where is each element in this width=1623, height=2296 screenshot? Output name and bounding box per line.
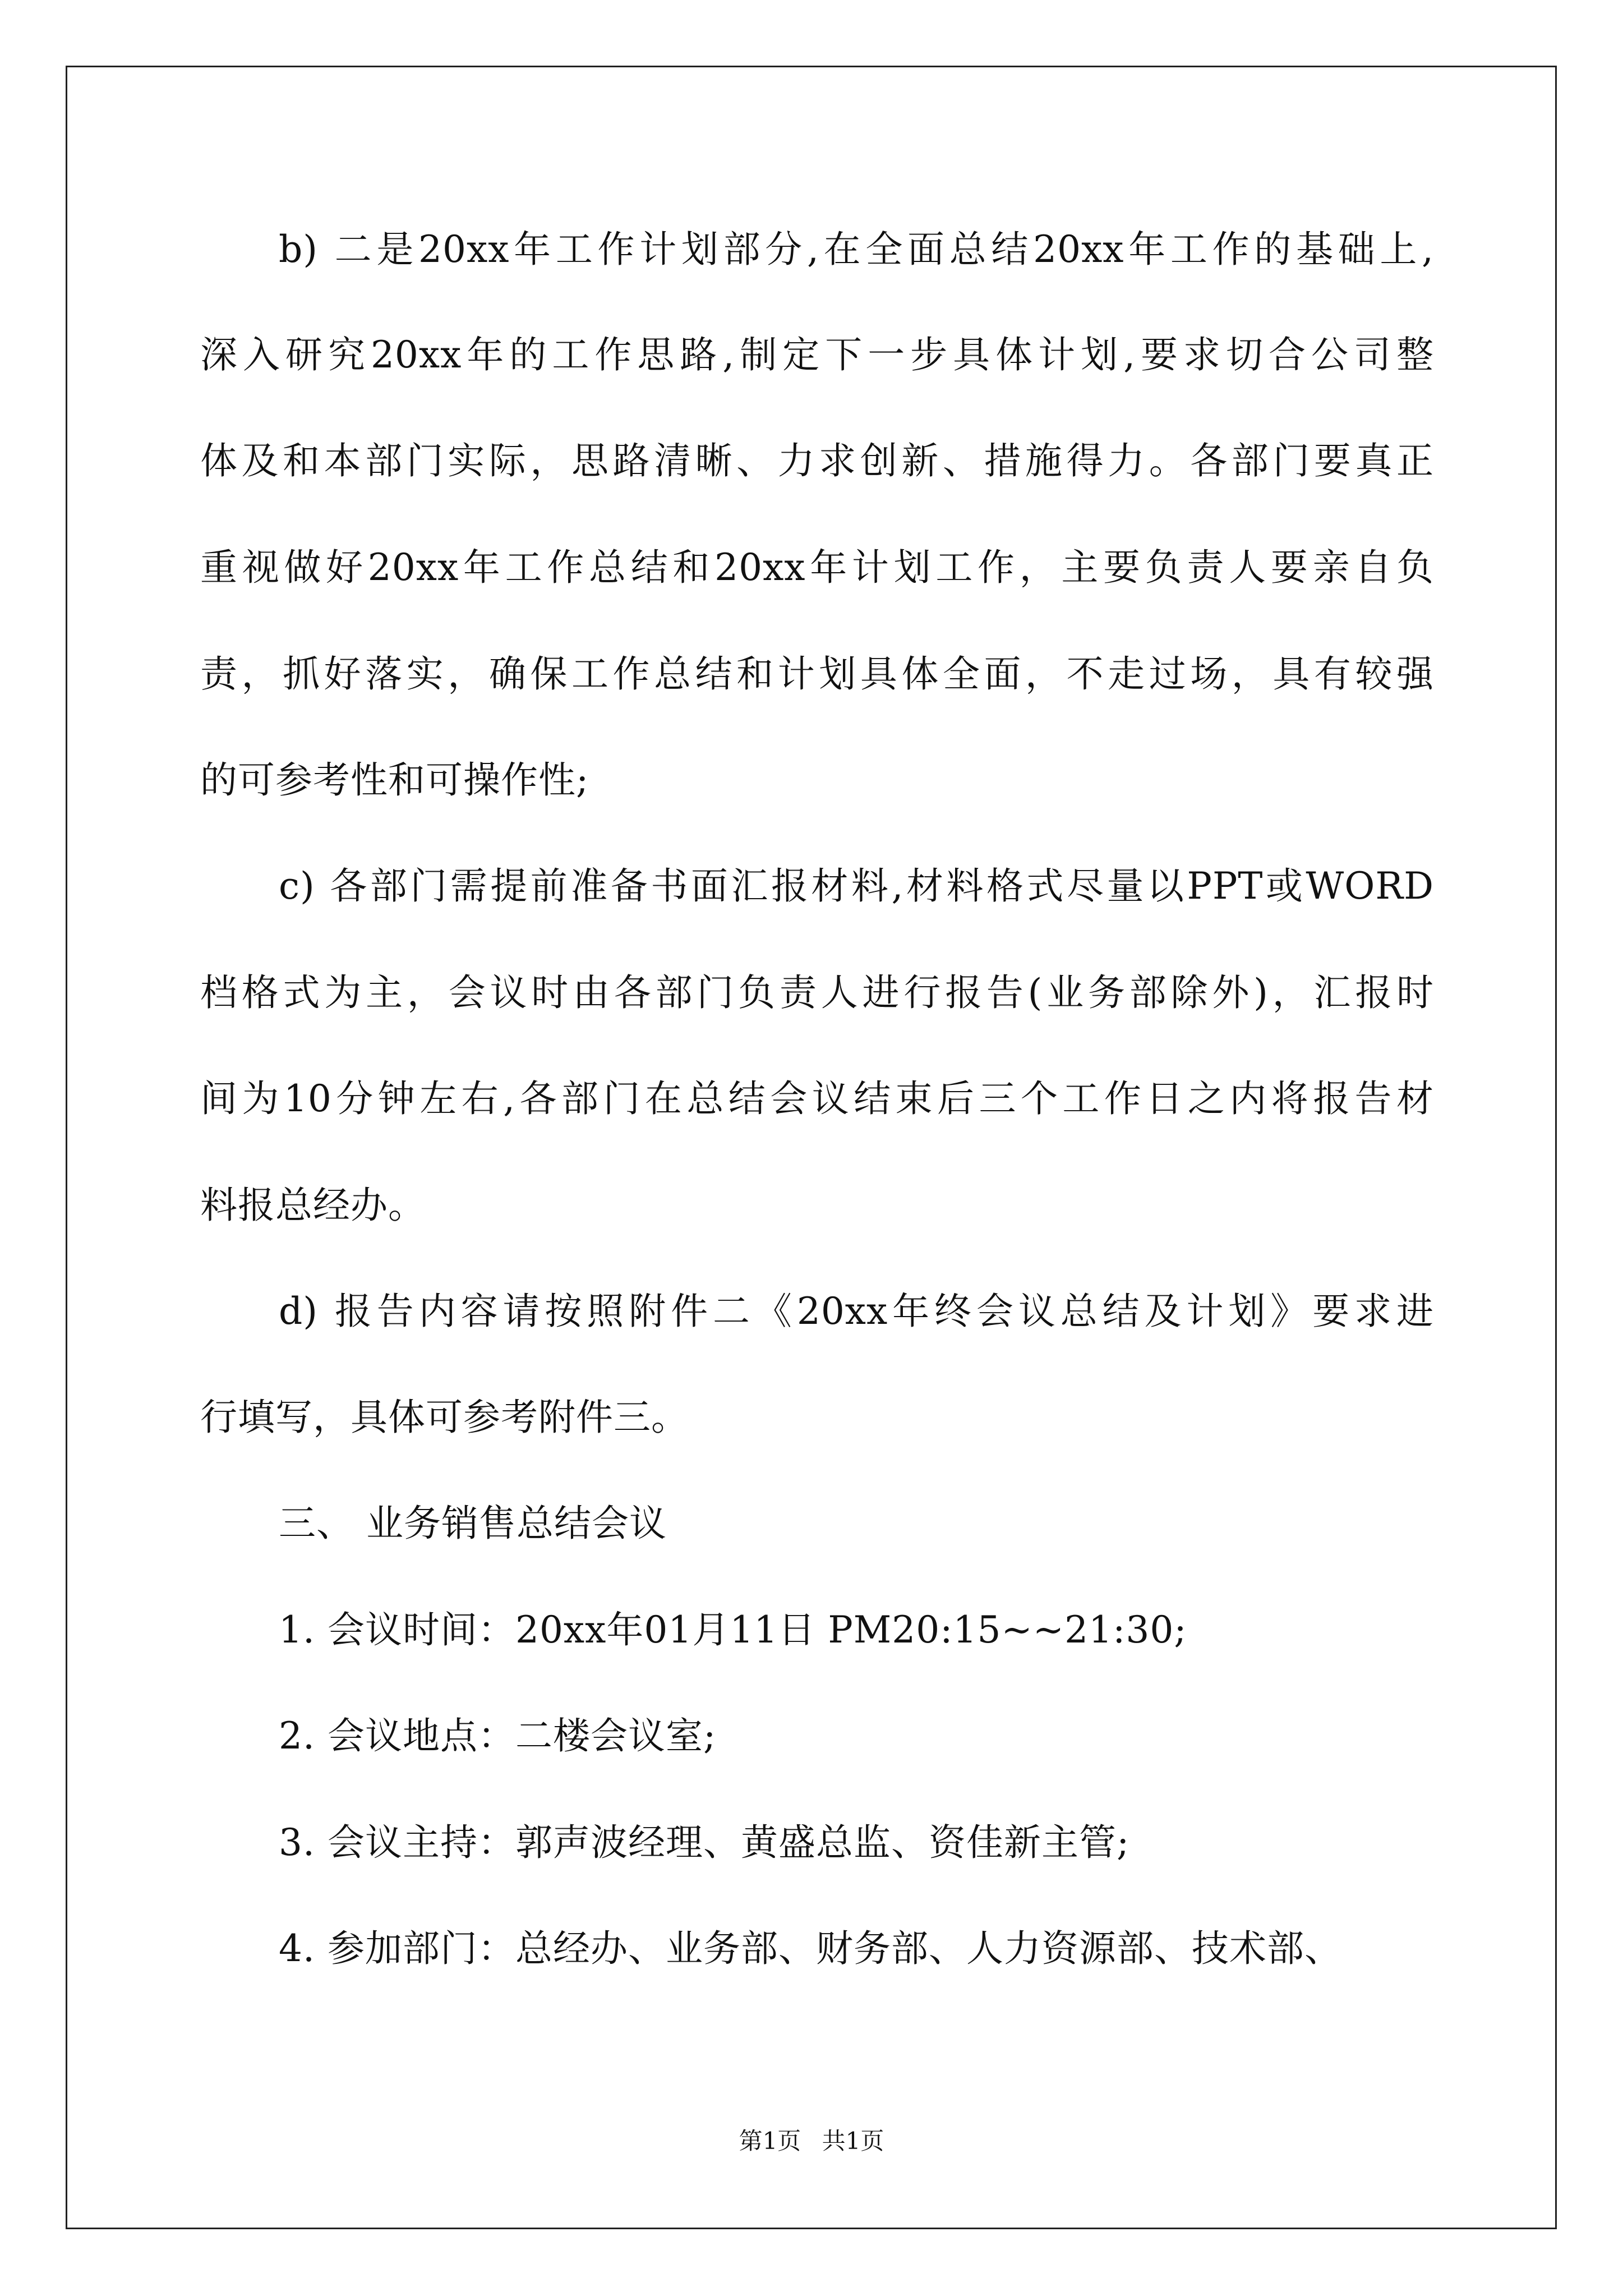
paragraph-b-line-6: 的可参考性和可操作性;	[200, 758, 589, 802]
paragraph-b-line-3: 体及和本部门实际，思路清晰、力求创新、措施得力。各部门要真正	[200, 439, 1434, 482]
list-item-meeting-location: 2. 会议地点：二楼会议室;	[279, 1714, 717, 1757]
paragraph-b-line-1: b) 二是20xx年工作计划部分,在全面总结20xx年工作的基础上,	[279, 228, 1434, 271]
paragraph-b-line-5: 责，抓好落实，确保工作总结和计划具体全面，不走过场，具有较强	[200, 652, 1434, 696]
page-border	[66, 66, 1557, 2229]
paragraph-d-line-1: d) 报告内容请按照附件二《20xx年终会议总结及计划》要求进	[279, 1290, 1434, 1333]
paragraph-c-line-1: c) 各部门需提前准备书面汇报材料,材料格式尽量以PPT或WORD	[279, 864, 1434, 908]
page-number: 第1页	[739, 2127, 801, 2155]
paragraph-c-line-2: 档格式为主，会议时由各部门负责人进行报告(业务部除外)，汇报时	[200, 971, 1434, 1014]
section-heading: 三、 业务销售总结会议	[279, 1502, 667, 1545]
page-footer	[0, 2127, 1623, 2155]
paragraph-d-line-2: 行填写，具体可参考附件三。	[200, 1396, 689, 1439]
paragraph-b-line-4: 重视做好20xx年工作总结和20xx年计划工作，主要负责人要亲自负	[200, 546, 1434, 589]
paragraph-c-line-4: 料报总经办。	[200, 1184, 426, 1227]
list-item-meeting-time: 1. 会议时间：20xx年01月11日 PM20:15~~21:30;	[279, 1608, 1187, 1651]
page-total: 共1页	[822, 2127, 884, 2155]
paragraph-b-line-2: 深入研究20xx年的工作思路,制定下一步具体计划,要求切合公司整	[200, 333, 1434, 376]
list-item-meeting-host: 3. 会议主持：郭声波经理、黄盛总监、资佳新主管;	[279, 1821, 1130, 1864]
list-item-departments: 4. 参加部门：总经办、业务部、财务部、人力资源部、技术部、	[279, 1927, 1342, 1970]
paragraph-c-line-3: 间为10分钟左右,各部门在总结会议结束后三个工作日之内将报告材	[200, 1077, 1434, 1120]
